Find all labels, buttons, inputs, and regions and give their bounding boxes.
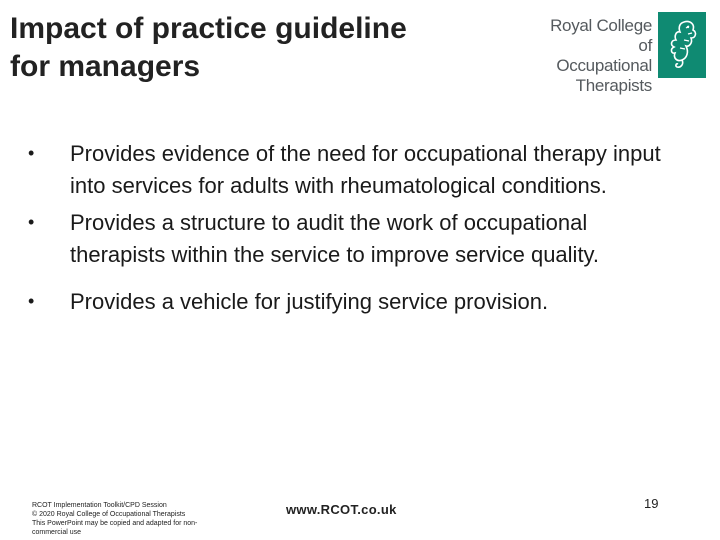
slide-title [10, 10, 510, 86]
bullet-text: Provides evidence of the need for occupational therapy input into services for adults with rheumatological conditions. [70, 141, 661, 198]
seahorse-emblem-icon [658, 12, 706, 78]
logo-line-3: Therapists [575, 76, 652, 95]
copyright-line-2: © 2020 Royal College of Occupational Therapists [32, 511, 186, 518]
bullet-dot: • [28, 143, 35, 163]
logo-wordmark [534, 12, 652, 96]
bullet-text: Provides a vehicle for justifying service provision. [70, 289, 549, 314]
copyright-line-3: This PowerPoint may be copied and adapted for non- [32, 520, 198, 527]
bullet-item [28, 286, 668, 318]
slide-title-line-1: Impact of practice guideline [10, 12, 407, 45]
bullet-dot: • [28, 291, 35, 311]
logo-line-1: Royal College of [550, 16, 652, 55]
bullet-text: Provides a structure to audit the work of occupational therapists within the service to improve service quality. [70, 210, 600, 267]
copyright-note [32, 501, 222, 537]
bullet-item [28, 138, 668, 201]
page-number: 19 [644, 496, 659, 511]
bullet-item [28, 207, 668, 270]
rcot-logo [534, 12, 710, 95]
slide-title-line-2: for managers [10, 50, 201, 83]
bullet-dot: • [28, 212, 35, 232]
logo-line-2: Occupational [556, 56, 652, 75]
website-url: www.RCOT.co.uk [286, 502, 397, 517]
copyright-line-1: RCOT Implementation Toolkit/CPD Session [32, 502, 167, 509]
bullet-list [28, 138, 668, 318]
copyright-line-4: commercial use [32, 529, 82, 536]
